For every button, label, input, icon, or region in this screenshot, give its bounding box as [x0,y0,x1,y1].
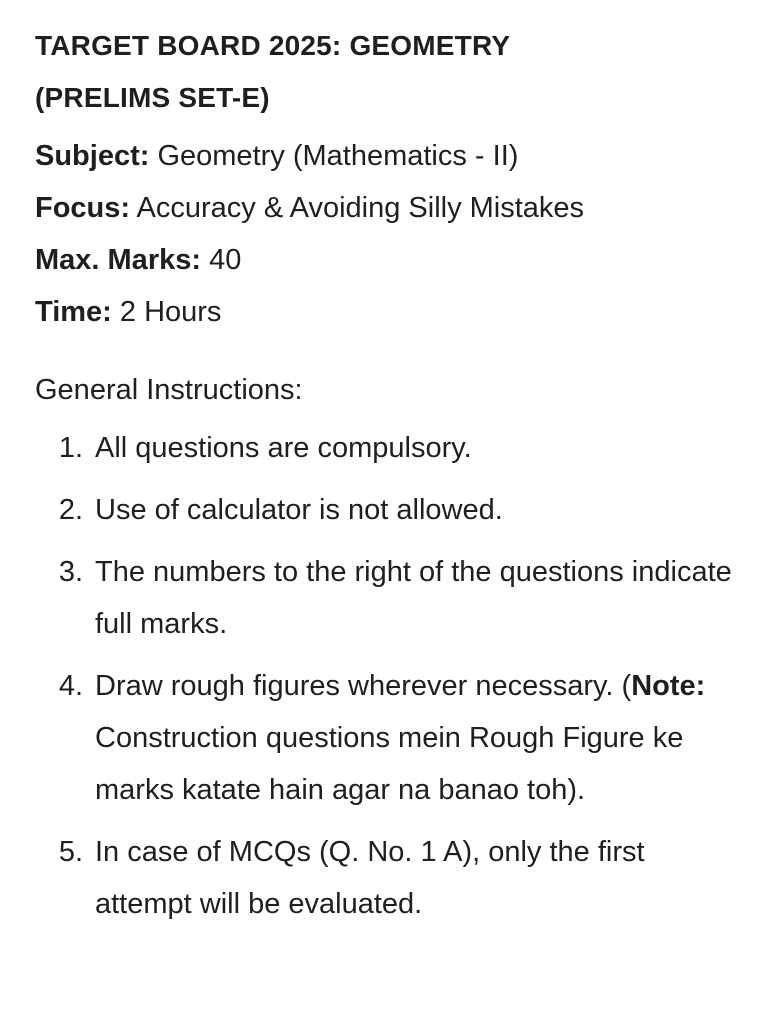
meta-key: Max. Marks: [35,244,202,276]
list-item-text: Draw rough figures wherever necessary. [95,670,614,702]
meta-value: Accuracy & Avoiding Silly Mistakes [130,192,585,224]
list-item-number: 2. [58,494,83,526]
title-line-2: (PRELIMS SET-E) [35,82,270,113]
meta-max-marks [35,234,735,286]
meta-focus [35,182,735,234]
meta-value: 40 [201,244,242,276]
list-item-number: 1. [58,432,83,464]
list-item-number: 5. [58,836,83,868]
document-title [35,20,735,124]
title-line-1: TARGET BOARD 2025: GEOMETRY [35,30,511,61]
meta-value: Geometry (Mathematics - II) [149,140,519,172]
list-item-text: All questions are compulsory. [95,432,472,464]
list-item [35,826,735,930]
meta-subject [35,130,735,182]
exam-meta [35,130,735,338]
list-item-text-with-note [95,660,735,816]
instructions-list [35,422,735,930]
list-item-number: 4. [58,670,83,702]
list-item-number: 3. [58,556,83,588]
document [35,20,735,940]
list-item [35,660,735,816]
note-text: Construction questions mein Rough Figure ke marks katate hain agar na banao toh). [95,722,684,806]
note-label: Note: [631,670,706,702]
meta-key: Focus: [35,192,131,224]
list-item-text: The numbers to the right of the questions indicate full marks. [95,556,732,640]
meta-key: Subject: [35,140,150,172]
meta-key: Time: [35,296,112,328]
list-item [35,546,735,650]
list-item-text: In case of MCQs (Q. No. 1 A), only the first attempt will be evaluated. [95,836,645,920]
instructions-heading: General Instructions: [35,374,303,406]
list-item [35,484,735,536]
list-item [35,422,735,474]
note-open-paren: ( [621,670,632,702]
meta-value: 2 Hours [111,296,222,328]
list-item-text: Use of calculator is not allowed. [95,494,503,526]
meta-time [35,286,735,338]
